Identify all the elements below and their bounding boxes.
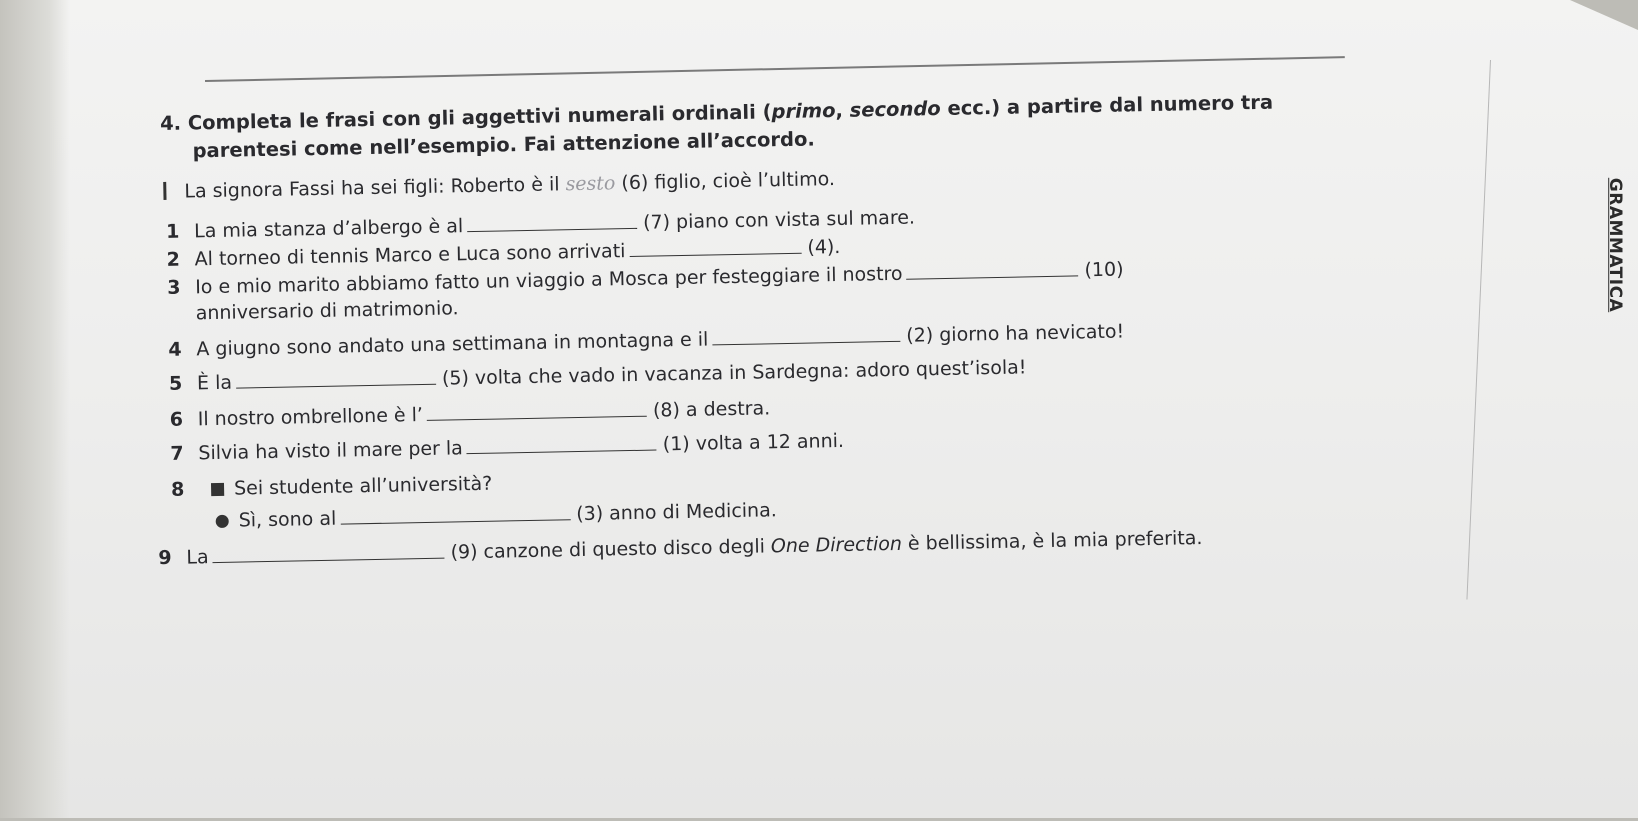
item-1: 1 La mia stanza d’albergo è al (7) piano con vista sul mare.: [165, 206, 916, 243]
speaker-b-dot-icon: [216, 515, 229, 528]
item-2: 2 Al torneo di tennis Marco e Luca sono arrivati (4).: [166, 235, 841, 271]
answer-blank-7[interactable]: [467, 449, 657, 455]
example-sentence: La signora Fassi ha sei figli: Roberto è il sesto (6) figlio, cioè l’ultimo.: [163, 167, 835, 204]
answer-blank-6[interactable]: [427, 415, 647, 421]
answer-blank-1[interactable]: [467, 227, 637, 232]
answer-blank-5[interactable]: [236, 383, 436, 389]
answer-blank-3[interactable]: [907, 274, 1079, 279]
item-7: 7 Silvia ha visto il mare per la (1) volta a 12 anni.: [170, 429, 845, 465]
instruction-line-1: 4. Completa le frasi con gli aggettivi numerali ordinali (primo, secondo ecc.) a partire dal numero tra: [159, 90, 1274, 135]
example-marker: [163, 182, 166, 200]
item-4: 4 A giugno sono andato una settimana in montagna e il (2) giorno ha nevicato!: [168, 320, 1125, 361]
speaker-a-square-icon: [211, 483, 224, 496]
exercise-number: 4.: [159, 111, 182, 135]
side-tab-label: GRAMMATICA: [1605, 177, 1625, 313]
answer-blank-9[interactable]: [213, 557, 445, 563]
answer-blank-2[interactable]: [630, 252, 802, 257]
item-3-continuation: anniversario di matrimonio.: [195, 297, 459, 325]
item-6: 6 Il nostro ombrellone è l’ (8) a destra.: [169, 397, 771, 431]
answer-blank-4[interactable]: [712, 340, 900, 346]
instruction-line-2: parentesi come nell’esempio. Fai attenzione all’accordo.: [192, 127, 816, 163]
item-8-answer: Sì, sono al (3) anno di Medicina.: [215, 498, 777, 533]
item-5: 5 È la (5) volta che vado in vacanza in Sardegna: adoro quest’isola!: [168, 356, 1027, 395]
side-tab-grammatica: [1600, 160, 1630, 330]
example-answer: sesto: [565, 172, 616, 196]
answer-blank-8[interactable]: [340, 518, 570, 524]
item-3: 3 Io e mio marito abbiamo fatto un viaggio a Mosca per festeggiare il nostro (10): [167, 258, 1124, 299]
item-8: 8 Sei studente all’università?: [170, 472, 493, 501]
item-9: 9 La (9) canzone di questo disco degli One Direction è bellissima, è la mia preferita.: [158, 527, 1203, 570]
